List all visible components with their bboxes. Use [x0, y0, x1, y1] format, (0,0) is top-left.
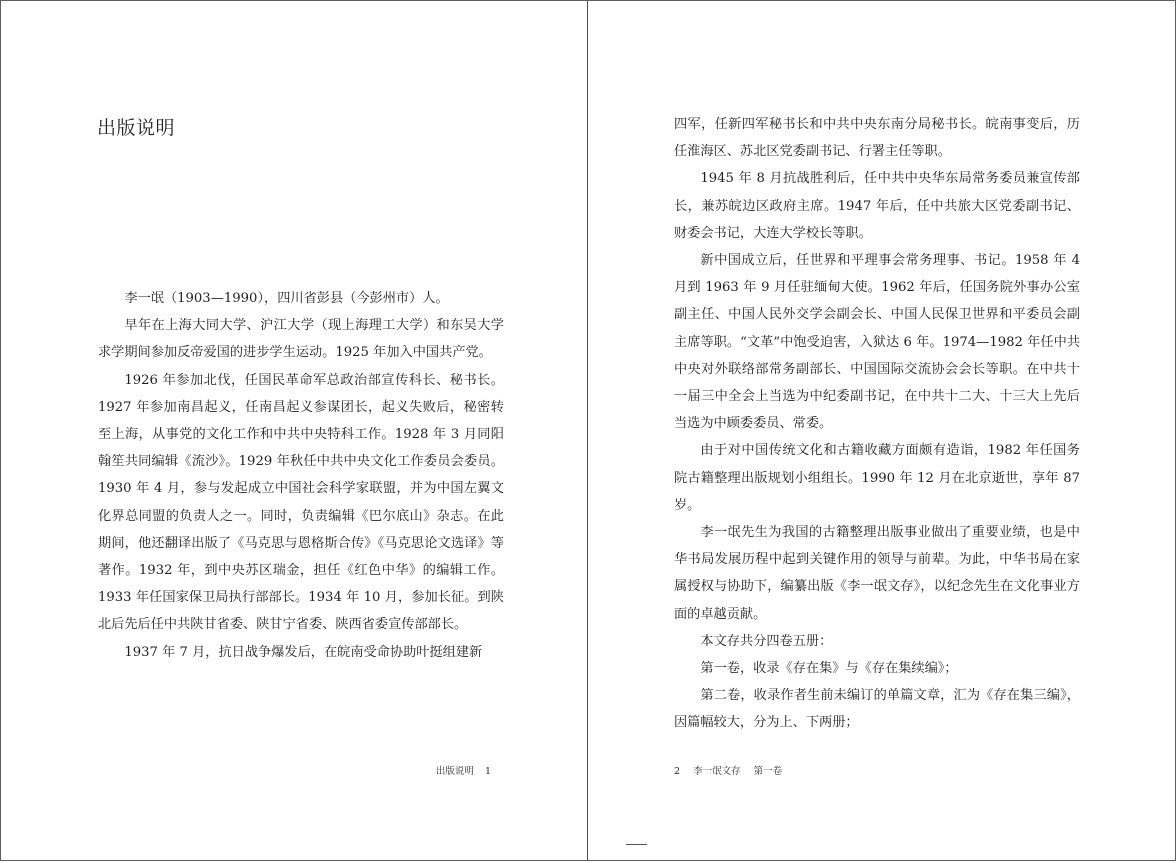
right-page	[588, 0, 1176, 861]
footer-section-title: 出版说明	[435, 766, 474, 777]
paragraph: 本文存共分四卷五册：	[700, 633, 833, 649]
paragraph: 第二卷，收录作者生前未编订的单篇文章，汇为《存在集三编》，因篇幅较大，分为上、下两册；	[674, 688, 1080, 731]
left-page-body	[98, 285, 504, 666]
paragraph: 李一氓先生为我国的古籍整理出版事业做出了重要业绩，也是中华书局发展历程中起到关键作用的领导与前辈。为此，中华书局在家属授权与协助下，编纂出版《李一氓文存》，以纪念先生在文化事业方面的卓越贡献。	[674, 525, 1080, 622]
right-page-body	[674, 111, 1080, 737]
paragraph: 四军，任新四军秘书长和中共中央东南分局秘书长。皖南事变后，历任淮海区、苏北区党委副书记、行署主任等职。	[674, 117, 1080, 160]
page-edge-mark	[626, 844, 647, 845]
paragraph: 早年在上海大同大学、沪江大学（现上海理工大学）和东吴大学求学期间参加反帝爱国的进步学生运动。1925 年加入中国共产党。	[98, 318, 504, 361]
paragraph: 第一卷，收录《存在集》与《存在集续编》；	[700, 661, 958, 677]
page-number: 2	[674, 766, 681, 777]
left-page	[0, 0, 589, 861]
page-number: 1	[484, 766, 491, 777]
footer-book-title: 李一氓文存	[693, 766, 741, 777]
right-page-footer	[674, 763, 782, 777]
paragraph: 1926 年参加北伐，任国民革命军总政治部宣传科长、秘书长。1927 年参加南昌起义，任南昌起义参谋团长，起义失败后，秘密转至上海，从事党的文化工作和中共中央特科工作。1928 年 3 月同阳翰笙共同编辑《流沙》。1929 年秋任中共中央文化工作委员会委员。1930 年 4 月，参与发起成立中国社会科学家联盟，并为中国左翼文化界总同盟的负责人之一。同时，负责编辑《巴尔底山》杂志。在此期间，他还翻译出版了《马克思与恩格斯合传》《马克思论文选译》等著作。1932 年，到中央苏区瑞金，担任《红色中华》的编辑工作。1933 年任国家保卫局执行部部长。1934 年 10 月，参加长征。到陕北后先后任中共陕甘省委、陕甘宁省委、陕西省委宣传部部长。	[98, 372, 504, 633]
paragraph: 1937 年 7 月，抗日战争爆发后，在皖南受命协助叶挺组建新	[124, 644, 483, 660]
page-title: 出版说明	[97, 117, 176, 139]
paragraph: 李一氓（1903—1990），四川省彭县（今彭州市）人。	[124, 291, 449, 306]
footer-volume: 第一卷	[753, 766, 783, 777]
left-page-footer	[436, 763, 499, 777]
paragraph: 新中国成立后，任世界和平理事会常务理事、书记。1958 年 4 月到 1963 年 9 月任驻缅甸大使。1962 年后，任国务院外事办公室副主任、中国人民外交学会副会长、中国人民保卫世界和平委员会副主席等职。“文革”中饱受迫害，入狱达 6 年。1974—1982 年任中共中央对外联络部常务副部长、中国国际交流协会会长等职。在中共十一届三中全会上当选为中纪委副书记，在中共十二大、十三大上先后当选为中顾委委员、常委。	[674, 253, 1080, 432]
paragraph: 1945 年 8 月抗战胜利后，任中共中央华东局常务委员兼宣传部长，兼苏皖边区政府主席。1947 年后，任中共旅大区党委副书记、财委会书记，大连大学校长等职。	[674, 171, 1080, 241]
paragraph: 由于对中国传统文化和古籍收藏方面颇有造诣，1982 年任国务院古籍整理出版规划小组组长。1990 年 12 月在北京逝世，享年 87 岁。	[674, 443, 1080, 513]
